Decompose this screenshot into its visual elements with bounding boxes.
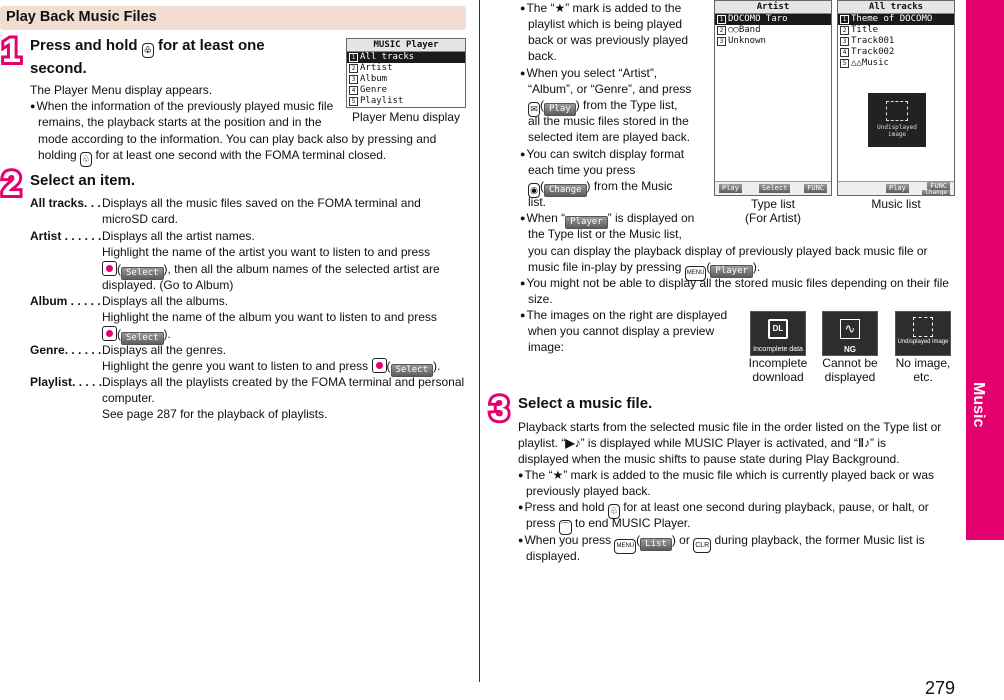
player-softkey: Player (710, 265, 753, 278)
select-softkey: Select (391, 364, 434, 377)
track-item[interactable]: 5 △△Music (838, 58, 954, 69)
paused-icon: ‖♪ (858, 436, 871, 450)
track-item[interactable]: 4 Track002 (838, 47, 954, 58)
no-image-tile: Undisplayed image (895, 311, 951, 356)
placeholder-icon (886, 101, 908, 121)
side-key-icon: ♧ (80, 152, 92, 167)
end-key-icon: ⌒ (559, 520, 572, 535)
center-key-icon (372, 358, 387, 373)
center-key-icon (102, 261, 117, 276)
screen-title: Artist (715, 1, 831, 14)
step-1-heading-2: second. (30, 60, 87, 77)
screen-softkey-bar (715, 181, 831, 195)
type-list-screenshot (714, 0, 832, 196)
type-list-caption: Type list (750, 197, 795, 211)
column-divider (479, 0, 480, 682)
download-icon: DL (768, 319, 788, 339)
change-softkey: Change (544, 184, 587, 197)
type-list-caption-2: (For Artist) (745, 211, 801, 225)
preview-image: Undisplayed image (868, 93, 926, 147)
term-artist: Artist . . . . . . (30, 229, 102, 243)
term-playlist: Playlist. . . . . (30, 375, 103, 389)
screen-title: MUSIC Player (347, 39, 465, 52)
chapter-tab (966, 0, 1004, 540)
step-3-heading: Select a music file. (518, 395, 653, 412)
music-list-caption: Music list (871, 197, 921, 211)
step-1-number: 1 (2, 32, 21, 70)
screen-softkey[interactable]: Select (759, 184, 790, 193)
menu-item-genre[interactable]: 4 Genre (347, 85, 465, 96)
side-key-icon: ♧ (608, 504, 620, 519)
screen-softkey[interactable]: Play (886, 184, 909, 193)
music-list-screenshot (837, 0, 955, 196)
screen-softkey[interactable]: FUNC (804, 184, 827, 193)
term-album: Album . . . . . (30, 294, 101, 308)
playing-icon: ▶♪ (565, 436, 581, 450)
section-header (0, 6, 466, 30)
artist-item[interactable]: 3 Unknown (715, 36, 831, 47)
step-2-heading: Select an item. (30, 172, 136, 189)
clr-key-icon: CLR (693, 538, 711, 553)
camera-key-icon: ◉ (528, 183, 540, 198)
player-menu-screenshot (346, 38, 466, 108)
step-1-bullet: ● When the information of the previously played music file (30, 98, 333, 115)
select-softkey: Select (121, 267, 164, 280)
step-3-number: 3 (490, 390, 509, 428)
player-softkey: Player (565, 216, 608, 229)
side-key-icon: ♧ (142, 43, 154, 58)
artist-item[interactable]: 1 DOCOMO Taro (715, 14, 831, 25)
menu-key-icon: MENU (685, 266, 707, 281)
screen-softkey[interactable]: Change (922, 190, 950, 196)
chapter-tab-label: Music (970, 382, 987, 428)
select-softkey: Select (121, 332, 164, 345)
screen-softkey[interactable]: FUNC (927, 182, 950, 191)
term-genre: Genre. . . . . . (30, 343, 102, 357)
play-softkey: Play (544, 103, 576, 116)
menu-item-playlist[interactable]: 5 Playlist (347, 96, 465, 107)
track-item[interactable]: 3 Track001 (838, 36, 954, 47)
page-number: 279 (925, 678, 956, 698)
track-item[interactable]: 2 Title (838, 25, 954, 36)
step-1-heading: Press and hold ♧ for at least one (30, 34, 265, 58)
cannot-display-tile: ∿ NG (822, 311, 878, 356)
screen-softkey-bar (838, 181, 954, 195)
menu-key-icon: MENU (614, 539, 636, 554)
step-2-number: 2 (2, 165, 21, 203)
mail-key-icon: ✉ (528, 102, 540, 117)
step-1-text: The Player Menu display appears. (30, 83, 213, 97)
list-softkey: List (640, 538, 672, 551)
broken-image-icon: ∿ (840, 319, 860, 339)
center-key-icon (102, 326, 117, 341)
placeholder-icon (913, 317, 933, 337)
player-menu-caption: Player Menu display (351, 110, 461, 124)
track-item[interactable]: 1 Theme of DOCOMO (838, 14, 954, 25)
section-title: Play Back Music Files (6, 9, 157, 25)
menu-item-album[interactable]: 3 Album (347, 74, 465, 85)
term-all-tracks: All tracks. . . (30, 196, 101, 210)
menu-item-artist[interactable]: 2 Artist (347, 63, 465, 74)
artist-item[interactable]: 2 ○○Band (715, 25, 831, 36)
screen-title: All tracks (838, 1, 954, 14)
screen-softkey[interactable]: Play (719, 184, 742, 193)
menu-item-all-tracks[interactable]: 1 All tracks (347, 52, 465, 63)
incomplete-download-tile: DL Incomplete data (750, 311, 806, 356)
